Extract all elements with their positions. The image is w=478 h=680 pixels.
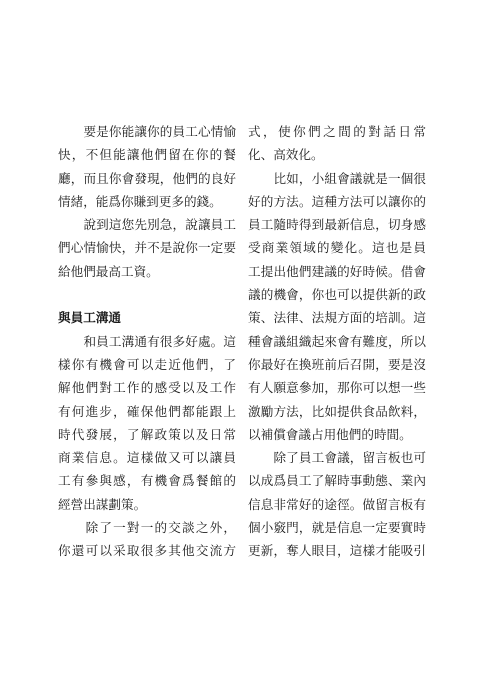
left-column [58, 120, 236, 563]
text-line: 情緒，能爲你賺到更多的錢。 [58, 193, 222, 209]
text-line: 員工隨時得到最新信息，切身感 [248, 217, 426, 233]
text-line: 有人願意參加，那你可以想一些 [248, 380, 426, 396]
text-line: 式，使你們之間的對話日常 [248, 124, 426, 139]
text-line: 信息非常好的途徑。做留言板有 [248, 496, 426, 512]
text-line: 好的方法。這種方法可以讓你的 [248, 193, 426, 209]
text-line: 種會議組織起來會有難度，所以 [248, 333, 426, 349]
text-line: 受商業領域的變化。這也是員 [248, 240, 426, 256]
text-line: 經營出謀劃策。 [58, 496, 147, 512]
text-line: 工提出他們建議的好時候。借會 [248, 263, 426, 279]
text-line: 你還可以采取很多其他交流方 [58, 543, 236, 559]
text-line: 有何進步，確保他們都能跟上 [58, 403, 236, 419]
text-line: 個小竅門，就是信息一定要實時 [248, 520, 426, 536]
section-heading: 與員工溝通 [58, 310, 121, 326]
text-line: 工有參與感，有機會爲餐館的 [58, 473, 236, 489]
text-line: 們心情愉快，并不是說你一定要 [58, 240, 236, 256]
text-line: 和員工溝通有很多好處。這 [58, 333, 236, 349]
text-line: 議的機會，你也可以提供新的政 [248, 287, 426, 303]
text-line: 更新，奪人眼目，這樣才能吸引 [248, 543, 426, 559]
text-line: 給他們最高工資。 [58, 263, 159, 279]
text-line: 快，不但能讓他們留在你的餐 [58, 147, 236, 163]
text-line: 商業信息。這樣做又可以讓員 [58, 450, 236, 466]
text-line: 要是你能讓你的員工心情愉 [58, 124, 236, 139]
right-column [248, 120, 426, 563]
text-line: 策、法律、法規方面的培訓。這 [248, 310, 426, 326]
text-line: 激勵方法，比如提供食品飲料， [248, 403, 426, 419]
text-line: 你最好在換班前后召開，要是沒 [248, 356, 426, 372]
text-line: 比如，小組會議就是一個很 [248, 170, 426, 186]
text-line: 廳，而且你會發現，他們的良好 [58, 170, 236, 186]
text-line: 時代發展，了解政策以及日常 [58, 426, 236, 442]
text-line: 以成爲員工了解時事動態、業內 [248, 473, 426, 489]
text-line: 解他們對工作的感受以及工作 [58, 380, 236, 396]
text-line: 樣你有機會可以走近他們，了 [58, 356, 236, 372]
text-line: 除了員工會議，留言板也可 [248, 450, 426, 466]
text-line: 化、高效化。 [248, 147, 324, 163]
text-line: 以補償會議占用他們的時間。 [248, 426, 412, 442]
text-line: 除了一對一的交談之外， [58, 520, 236, 536]
text-line: 說到這您先別急，說讓員工 [58, 217, 236, 233]
